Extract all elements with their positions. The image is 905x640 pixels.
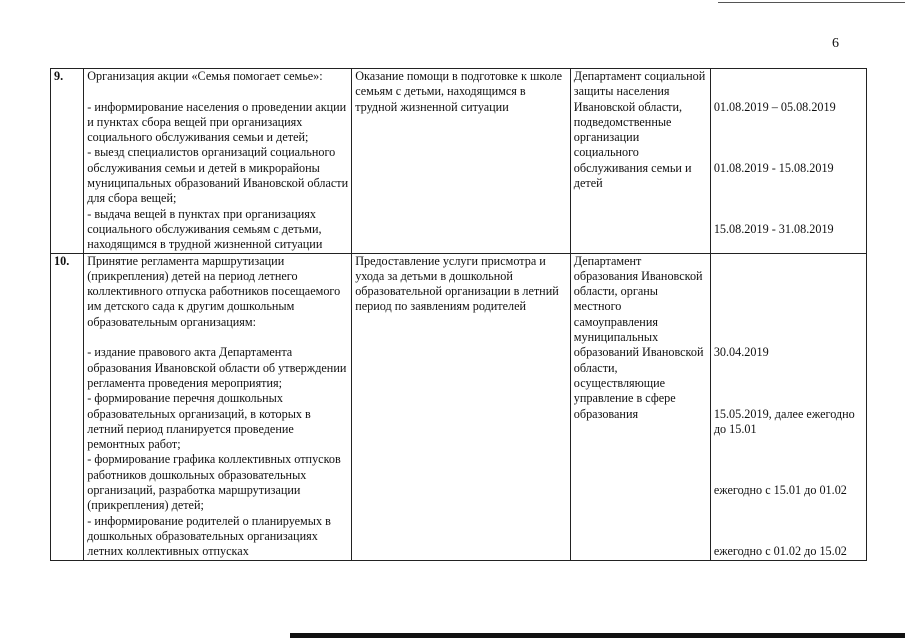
dates-cell: [710, 253, 866, 560]
date-item: 30.04.2019: [713, 345, 769, 360]
event-item: - формирование графика коллективных отпусков работников дошкольных образовательных организаций, разработка маршрутизации (прикрепления) детей;: [87, 452, 341, 513]
date-item: ежегодно с 15.01 до 01.02: [713, 483, 847, 498]
event-item: - издание правового акта Департамента образования Ивановской области об утверждении регламента проведения мероприятия;: [87, 345, 347, 390]
result-cell: Предоставление услуги присмотра и ухода за детьми в дошкольной образовательной организации в летний период по заявлениям родителей: [352, 253, 571, 560]
event-item: - формирование перечня дошкольных образовательных организаций, в которых в летний период планируется проведение ремонтных работ;: [87, 391, 311, 452]
date-item: 01.08.2019 - 15.08.2019: [713, 160, 834, 175]
event-item: - выдача вещей в пунктах при организациях социального обслуживания семьям с детьми, находящимся в трудной жизненной ситуации: [87, 206, 323, 252]
date-item: 15.08.2019 - 31.08.2019: [713, 221, 834, 236]
action-plan-table: [50, 68, 867, 561]
event-cell: [84, 69, 352, 254]
row-number: 9.: [51, 69, 84, 254]
dates-cell: [710, 69, 866, 254]
event-title: Принятие регламента маршрутизации (прикрепления) детей на период летнего коллективного отпуска работников посещаемого им детского сада к другим дошкольным образовательным организациям:: [87, 253, 341, 329]
table-row-10: [51, 253, 867, 560]
executor-cell: Департамент социальной защиты населения Ивановской области, подведомственные организации социального обслуживания семьи и детей: [570, 69, 710, 254]
event-item: - информирование населения о проведении акции и пунктах сбора вещей при организациях социального обслуживания семьи и детей;: [87, 99, 347, 145]
date-item: 01.08.2019 – 05.08.2019: [713, 99, 836, 114]
event-item: - выезд специалистов организаций социального обслуживания семьи и детей в микрорайоны муниципальных образований Ивановской области для сбора вещей;: [87, 145, 349, 206]
date-item: 15.05.2019, далее ежегодно до 15.01: [713, 406, 855, 436]
event-title: Организация акции «Семья помогает семье»:: [87, 69, 323, 83]
date-item: ежегодно с 01.02 до 15.02: [713, 544, 847, 559]
table-row-9: [51, 69, 867, 254]
page-number: 6: [832, 36, 839, 51]
executor-cell: Департамент образования Ивановской области, органы местного самоуправления муниципальных образований Ивановской области, осуществляющие управление в сфере образования: [570, 253, 710, 560]
row-number: 10.: [51, 253, 84, 560]
result-cell: Оказание помощи в подготовке к школе семьям с детьми, находящимся в трудной жизненной ситуации: [352, 69, 571, 254]
scan-edge-line-bottom: [290, 633, 905, 638]
event-item: - информирование родителей о планируемых в дошкольных образовательных организациях летних коллективных отпусках: [87, 513, 331, 559]
scan-edge-line-top: [718, 2, 905, 3]
event-cell: [84, 253, 352, 560]
